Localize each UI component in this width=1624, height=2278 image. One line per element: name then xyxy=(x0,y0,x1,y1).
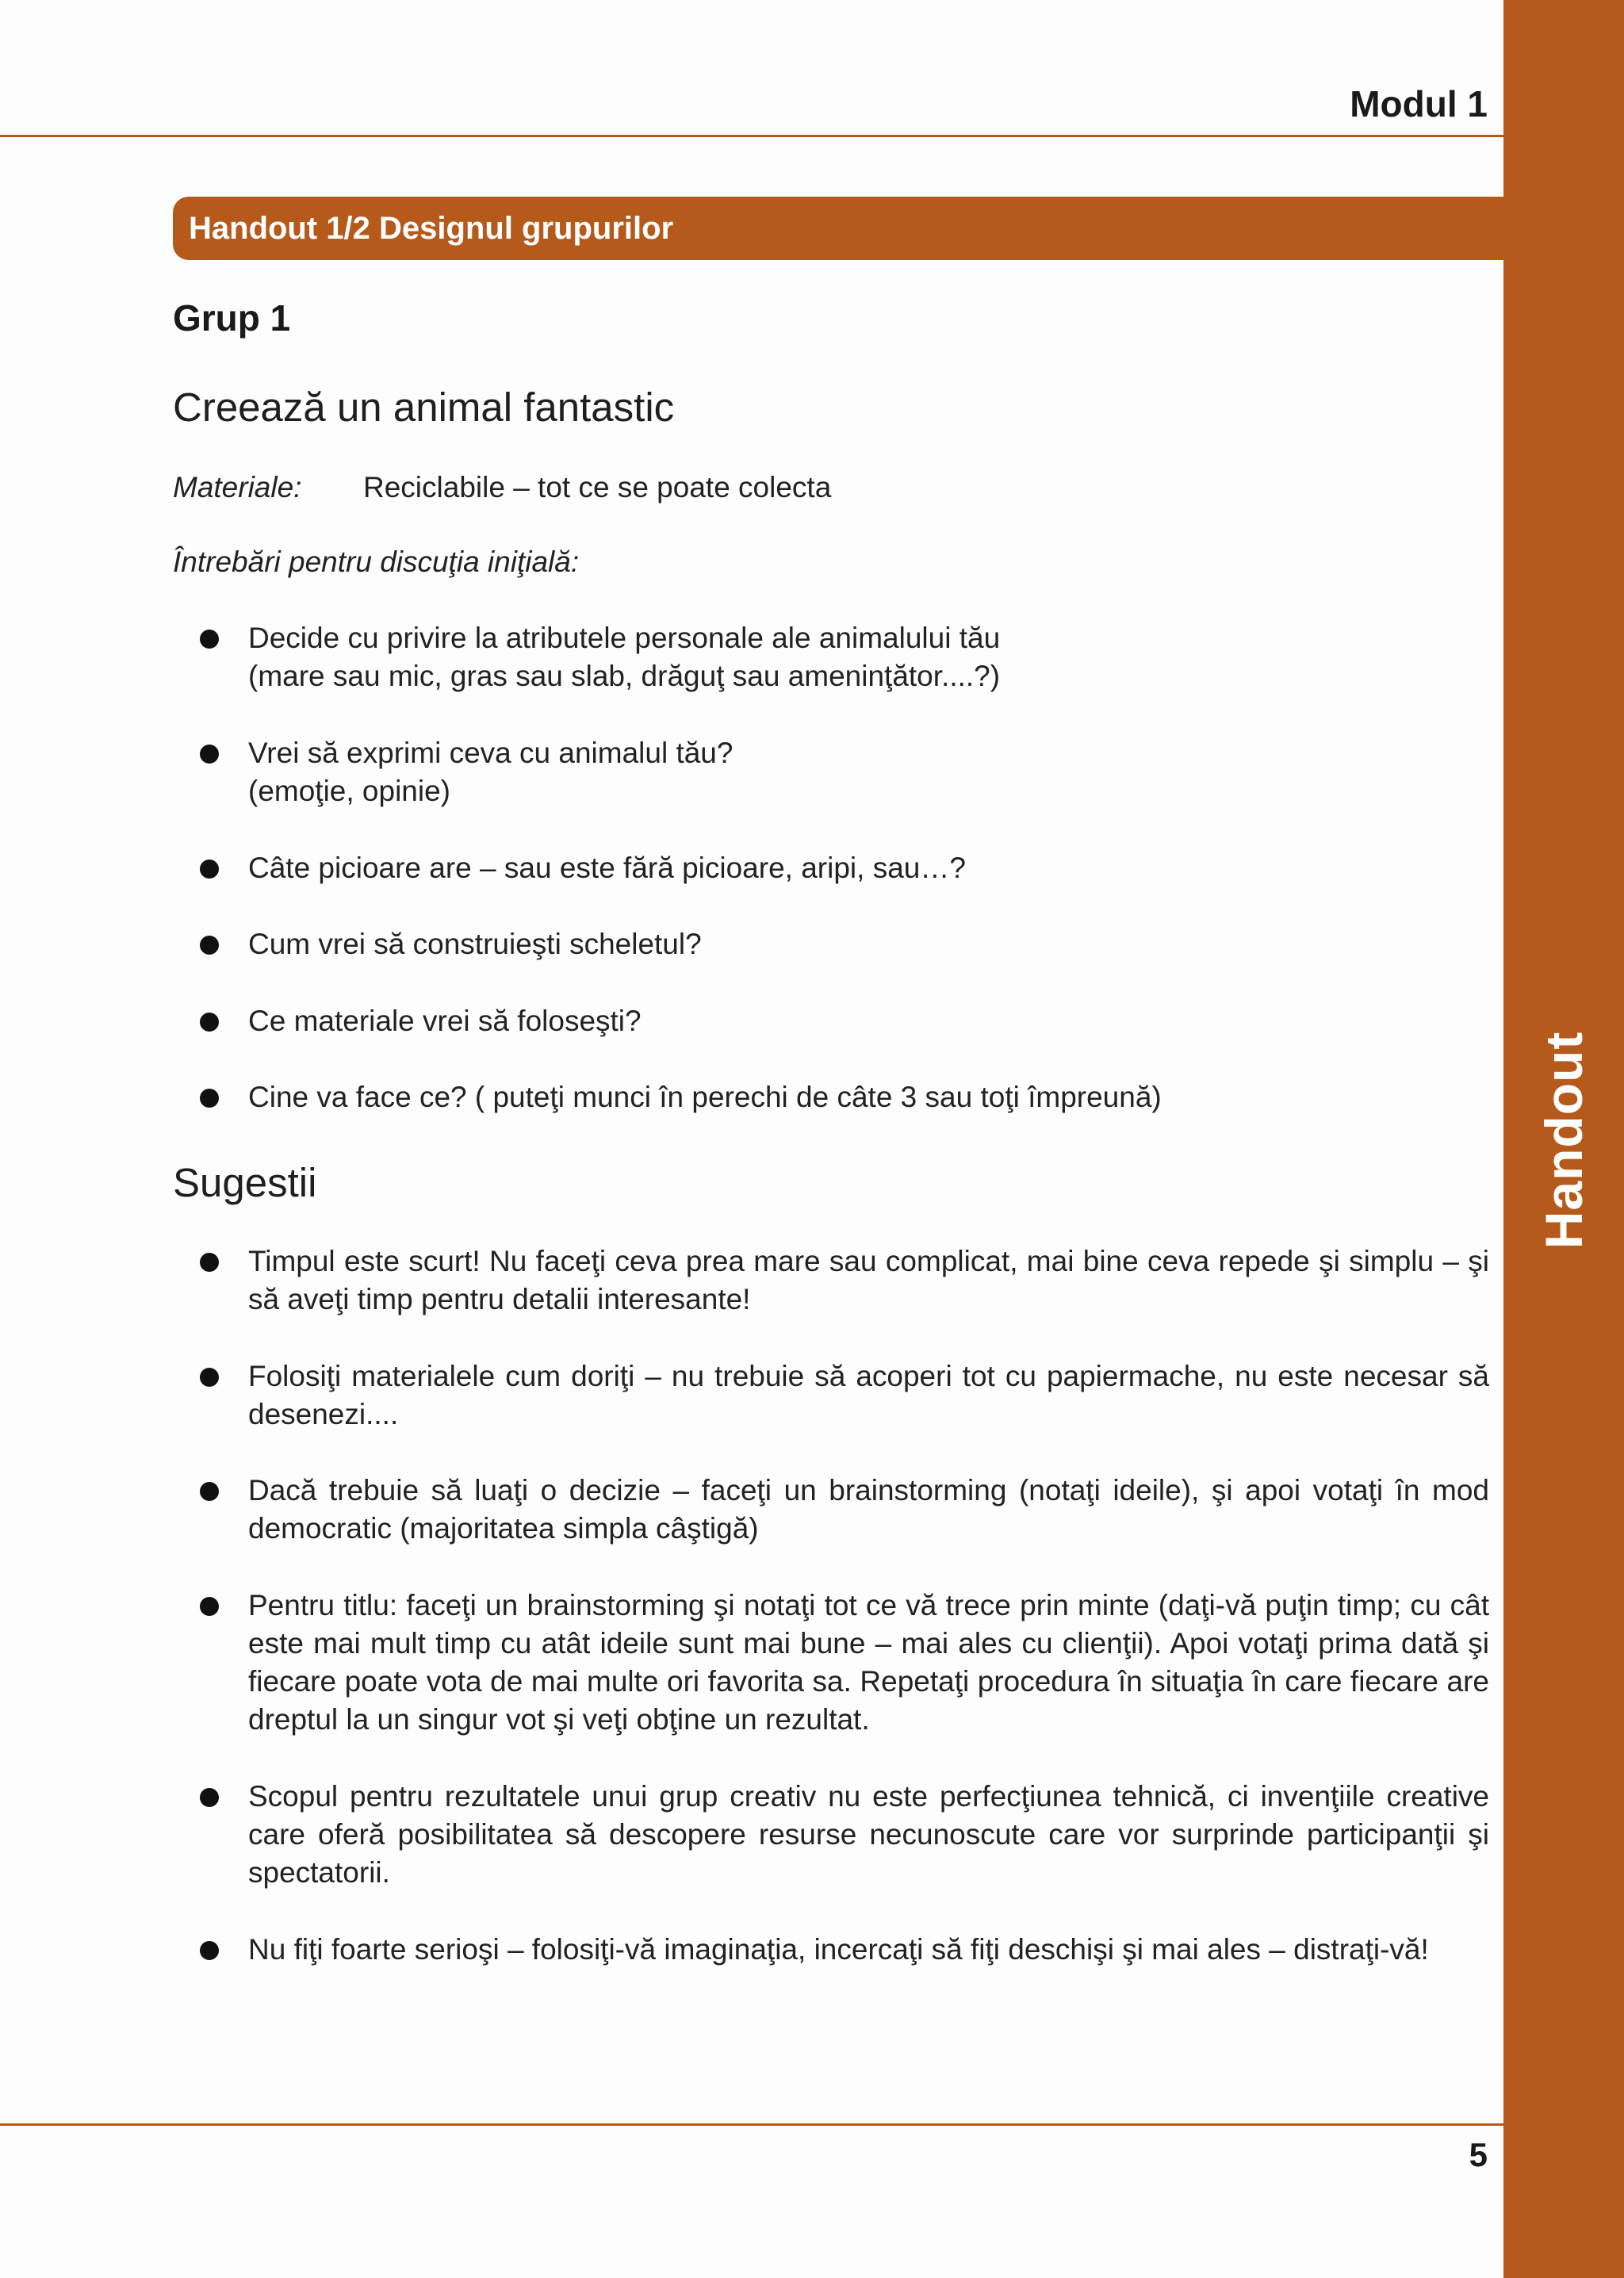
question-item xyxy=(248,849,1489,887)
questions-label: Întrebări pentru discuţia iniţială: xyxy=(173,546,580,578)
bullet-icon xyxy=(200,1368,219,1387)
suggestion-item: Timpul este scurt! Nu faceţi ceva prea mare sau complicat, mai bine ceva repede şi simplu – şi să aveţi timp pentru detalii interesante! xyxy=(248,1245,1489,1315)
question-line: Decide cu privire la atributele personale ale animalului tău xyxy=(248,622,1001,654)
question-line: Câte picioare are – sau este fără picioare, aripi, sau…? xyxy=(248,852,966,884)
materials-label: Materiale: xyxy=(173,471,302,503)
handout-title: Handout 1/2 Designul grupurilor xyxy=(189,210,674,246)
materials-row xyxy=(173,471,831,504)
question-item xyxy=(248,734,1489,810)
module-title: Modul 1 xyxy=(1350,83,1488,124)
question-line: Cum vrei să construieşti scheletul? xyxy=(248,928,702,960)
side-tab-label: Handout xyxy=(1534,1031,1593,1250)
question-item xyxy=(248,1002,1489,1040)
bullet-icon xyxy=(200,936,219,955)
question-line: Vrei să exprimi ceva cu animalul tău? xyxy=(248,737,733,769)
question-line: Cine va face ce? ( puteţi munci în perechi de câte 3 sau toţi împreună) xyxy=(248,1081,1162,1113)
question-line: Ce materiale vrei să foloseşti? xyxy=(248,1005,642,1037)
suggestion-item: Nu fiţi foarte serioşi – folosiţi-vă imaginaţia, incercaţi să fiţi deschişi şi mai ales – distraţi-vă! xyxy=(248,1933,1429,1966)
bullet-icon xyxy=(200,1013,219,1032)
bullet-icon xyxy=(200,1482,219,1501)
suggestion-item: Folosiţi materialele cum doriţi – nu trebuie să acoperi tot cu papiermache, nu este necesar să desenezi.... xyxy=(248,1360,1489,1430)
bullet-icon xyxy=(200,1788,219,1807)
suggestion-item: Dacă trebuie să luaţi o decizie – faceţi un brainstorming (notaţi ideile), şi apoi votaţi în mod democratic (majoritatea simpla câştigă) xyxy=(248,1474,1489,1545)
suggestions-title: Sugestii xyxy=(173,1160,317,1205)
question-item xyxy=(248,619,1489,695)
activity-title: Creează un animal fantastic xyxy=(173,385,675,430)
handout-banner xyxy=(173,197,1503,260)
bullet-icon xyxy=(200,1253,219,1272)
suggestion-item: Pentru titlu: faceţi un brainstorming şi notaţi tot ce vă trece prin minte (daţi-vă puţin timp; cu cât este mai mult timp cu atât ideile sunt mai bune – mai ales cu clienţii). Apoi votaţi prima dată şi fiecare poate vota de mai multe ori favorita sa. Repetaţi procedura în situaţia în care fiecare are dreptul la un singur vot şi veţi obţine un rezultat. xyxy=(248,1589,1489,1736)
bullet-icon xyxy=(200,630,219,649)
bullet-icon xyxy=(200,1089,219,1108)
bullet-icon xyxy=(200,1941,219,1960)
suggestion-item: Scopul pentru rezultatele unui grup creativ nu este perfecţiunea tehnică, ci invenţiile creative care oferă posibilitatea să descopere resurse necunoscute care vor surprinde participanţii şi spectatorii. xyxy=(248,1780,1489,1889)
question-line: (mare sau mic, gras sau slab, drăguţ sau ameninţător....?) xyxy=(248,660,1001,692)
group-title: Grup 1 xyxy=(173,297,291,339)
bullet-icon xyxy=(200,745,219,764)
question-item xyxy=(248,925,1489,963)
header-divider xyxy=(0,135,1503,137)
bullet-icon xyxy=(200,1597,219,1616)
question-item xyxy=(248,1078,1489,1116)
bullet-icon xyxy=(200,860,219,879)
question-line: (emoţie, opinie) xyxy=(248,775,451,807)
materials-value: Reciclabile – tot ce se poate colecta xyxy=(363,471,832,503)
page-number: 5 xyxy=(1469,2136,1488,2173)
footer-divider xyxy=(0,2123,1503,2126)
